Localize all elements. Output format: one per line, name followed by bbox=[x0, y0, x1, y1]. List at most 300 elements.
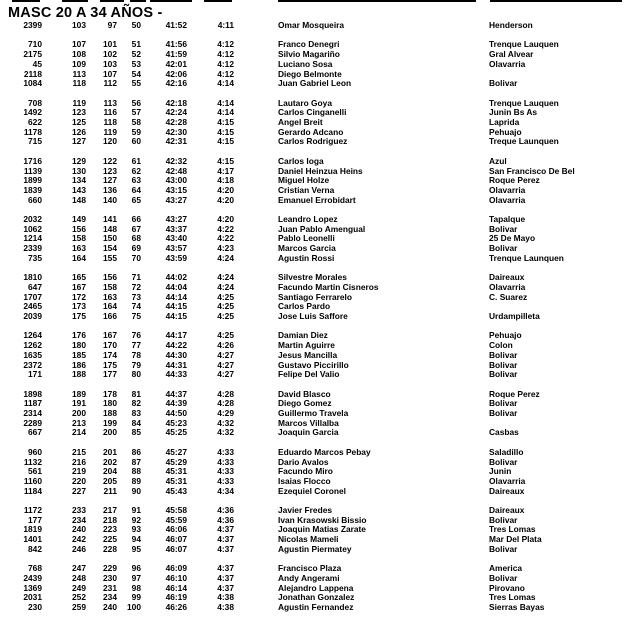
localidad-cell: America bbox=[489, 563, 523, 574]
tiempo-cell: 43:27 bbox=[165, 194, 187, 205]
ritmo-cell: 4:12 bbox=[217, 68, 234, 79]
ritmo-cell: 4:33 bbox=[217, 456, 234, 467]
localidad-cell: Bolivar bbox=[489, 456, 518, 467]
name-cell: Nicolas Mameli bbox=[278, 534, 339, 545]
sexo-cell: 118 bbox=[103, 117, 117, 127]
dorsal-cell: 2372 bbox=[23, 359, 42, 370]
tiempo-cell: 46:10 bbox=[165, 572, 187, 583]
categoria-cell: 55 bbox=[131, 78, 141, 89]
name-cell: Ivan Krasowski Bissio bbox=[278, 514, 367, 525]
general-cell: 108 bbox=[72, 49, 86, 60]
localidad-cell: C. Suarez bbox=[489, 291, 528, 302]
categoria-cell: 100 bbox=[127, 602, 141, 612]
name-cell: Daniel Heinzua Heins bbox=[278, 165, 363, 176]
tiempo-cell: 45:31 bbox=[165, 466, 187, 477]
categoria-cell: 64 bbox=[131, 184, 141, 195]
tiempo-cell: 44:14 bbox=[165, 291, 187, 302]
dorsal-cell: 1184 bbox=[23, 485, 42, 496]
categoria-cell: 52 bbox=[131, 49, 141, 60]
sexo-cell: 136 bbox=[103, 184, 117, 195]
sexo-cell: 123 bbox=[103, 165, 117, 176]
sexo-cell: 211 bbox=[103, 485, 117, 496]
dorsal-cell: 1839 bbox=[23, 184, 42, 195]
ritmo-cell: 4:38 bbox=[217, 602, 234, 612]
name-cell: Juan Gabriel Leon bbox=[278, 78, 352, 89]
tiempo-cell: 42:18 bbox=[165, 97, 187, 108]
localidad-cell: Roque Perez bbox=[489, 388, 540, 399]
categoria-cell: 50 bbox=[131, 20, 141, 30]
localidad-cell: Urdampilleta bbox=[489, 311, 540, 321]
name-cell: Joaquin Matias Zarate bbox=[278, 524, 366, 535]
categoria-cell: 83 bbox=[131, 408, 141, 418]
dorsal-cell: 768 bbox=[28, 563, 42, 574]
general-cell: 233 bbox=[72, 505, 86, 515]
dorsal-cell: 2289 bbox=[23, 417, 42, 428]
dorsal-cell: 1401 bbox=[23, 534, 42, 545]
localidad-cell: Bolivar bbox=[489, 359, 518, 370]
localidad-cell: Daireaux bbox=[489, 505, 525, 515]
dorsal-cell: 710 bbox=[28, 39, 42, 50]
general-cell: 107 bbox=[72, 39, 86, 50]
ritmo-cell: 4:37 bbox=[217, 563, 234, 574]
name-cell: Agustin Piermatey bbox=[278, 543, 352, 554]
localidad-cell: Pehuajo bbox=[489, 330, 522, 341]
name-cell: Jesus Mancilla bbox=[278, 349, 338, 360]
ritmo-cell: 4:37 bbox=[217, 572, 234, 583]
name-cell: Diego Gomez bbox=[278, 398, 332, 409]
localidad-cell: Pehuajo bbox=[489, 126, 522, 137]
localidad-cell: Sierras Bayas bbox=[489, 602, 545, 612]
ritmo-cell: 4:37 bbox=[217, 543, 234, 554]
categoria-cell: 62 bbox=[131, 165, 141, 176]
general-cell: 200 bbox=[72, 408, 86, 418]
tiempo-cell: 46:06 bbox=[165, 524, 187, 535]
categoria-cell: 90 bbox=[131, 485, 141, 496]
general-cell: 180 bbox=[72, 340, 86, 351]
localidad-cell: Junin Bs As bbox=[489, 107, 538, 118]
name-cell: Diego Belmonte bbox=[278, 68, 342, 79]
sexo-cell: 217 bbox=[103, 505, 117, 515]
dorsal-cell: 1898 bbox=[23, 388, 42, 399]
sexo-cell: 148 bbox=[103, 223, 117, 234]
dorsal-cell: 622 bbox=[28, 117, 42, 127]
localidad-cell: Bolivar bbox=[489, 408, 518, 418]
localidad-cell: Mar Del Plata bbox=[489, 534, 542, 545]
sexo-cell: 199 bbox=[103, 417, 117, 428]
name-cell: Jose Luis Saffore bbox=[278, 311, 348, 321]
tiempo-cell: 43:27 bbox=[165, 214, 187, 224]
dorsal-cell: 1810 bbox=[23, 272, 42, 283]
dorsal-cell: 1132 bbox=[23, 456, 42, 467]
ritmo-cell: 4:25 bbox=[217, 311, 234, 321]
ritmo-cell: 4:12 bbox=[217, 39, 234, 50]
sexo-cell: 200 bbox=[103, 427, 117, 438]
sexo-cell: 155 bbox=[103, 252, 117, 263]
sexo-cell: 113 bbox=[103, 97, 117, 108]
categoria-cell: 53 bbox=[131, 58, 141, 69]
sexo-cell: 150 bbox=[103, 233, 117, 244]
general-cell: 173 bbox=[72, 301, 86, 312]
ritmo-cell: 4:32 bbox=[217, 427, 234, 438]
dorsal-cell: 1178 bbox=[23, 126, 42, 137]
categoria-cell: 66 bbox=[131, 214, 141, 224]
name-cell: Dario Avalos bbox=[278, 456, 329, 467]
sexo-cell: 234 bbox=[103, 592, 117, 603]
general-cell: 227 bbox=[72, 485, 86, 496]
tiempo-cell: 45:27 bbox=[165, 446, 187, 457]
categoria-cell: 63 bbox=[131, 175, 141, 186]
name-cell: Franco Denegri bbox=[278, 39, 340, 50]
sexo-cell: 240 bbox=[103, 602, 117, 612]
general-cell: 242 bbox=[72, 534, 86, 545]
ritmo-cell: 4:36 bbox=[217, 514, 234, 525]
categoria-cell: 57 bbox=[131, 107, 141, 118]
categoria-cell: 71 bbox=[131, 272, 141, 283]
localidad-cell: Bolivar bbox=[489, 369, 518, 380]
ritmo-cell: 4:33 bbox=[217, 446, 234, 457]
dorsal-cell: 667 bbox=[28, 427, 42, 438]
sexo-cell: 228 bbox=[103, 543, 117, 554]
categoria-cell: 79 bbox=[131, 359, 141, 370]
tiempo-cell: 44:50 bbox=[165, 408, 187, 418]
categoria-cell: 99 bbox=[131, 592, 141, 603]
general-cell: 185 bbox=[72, 349, 86, 360]
dorsal-cell: 1264 bbox=[23, 330, 42, 341]
sexo-cell: 107 bbox=[103, 68, 117, 79]
tiempo-cell: 43:59 bbox=[165, 252, 187, 263]
localidad-cell: Laprida bbox=[489, 117, 520, 127]
name-cell: Marcos Villalba bbox=[278, 417, 339, 428]
name-cell: Angel Breit bbox=[278, 117, 323, 127]
sexo-cell: 204 bbox=[103, 466, 117, 477]
localidad-cell: Tres Lomas bbox=[489, 592, 536, 603]
ritmo-cell: 4:29 bbox=[217, 408, 234, 418]
localidad-cell: Trenque Launquen bbox=[489, 252, 564, 263]
general-cell: 172 bbox=[72, 291, 86, 302]
sexo-cell: 101 bbox=[103, 39, 117, 50]
categoria-cell: 65 bbox=[131, 194, 141, 205]
categoria-cell: 96 bbox=[131, 563, 141, 574]
ritmo-cell: 4:20 bbox=[217, 184, 234, 195]
general-cell: 125 bbox=[72, 117, 86, 127]
general-cell: 240 bbox=[72, 524, 86, 535]
general-cell: 163 bbox=[72, 243, 86, 254]
general-cell: 165 bbox=[72, 272, 86, 283]
ritmo-cell: 4:11 bbox=[217, 20, 234, 30]
tiempo-cell: 44:15 bbox=[165, 311, 187, 321]
ritmo-cell: 4:18 bbox=[217, 175, 234, 186]
categoria-cell: 95 bbox=[131, 543, 141, 554]
dorsal-cell: 1819 bbox=[23, 524, 42, 535]
sexo-cell: 112 bbox=[103, 78, 117, 89]
sexo-cell: 167 bbox=[103, 330, 117, 341]
categoria-cell: 94 bbox=[131, 534, 141, 545]
sexo-cell: 158 bbox=[103, 281, 117, 292]
tiempo-cell: 42:30 bbox=[165, 126, 187, 137]
tiempo-cell: 44:02 bbox=[165, 272, 187, 283]
name-cell: Carlos Rodriguez bbox=[278, 136, 348, 147]
general-cell: 156 bbox=[72, 223, 86, 234]
name-cell: Agustin Rossi bbox=[278, 252, 335, 263]
ritmo-cell: 4:14 bbox=[217, 97, 234, 108]
localidad-cell: Daireaux bbox=[489, 272, 525, 283]
ritmo-cell: 4:37 bbox=[217, 582, 234, 593]
dorsal-cell: 708 bbox=[28, 97, 42, 108]
ritmo-cell: 4:15 bbox=[217, 126, 234, 137]
general-cell: 158 bbox=[72, 233, 86, 244]
ritmo-cell: 4:24 bbox=[217, 252, 234, 263]
ritmo-cell: 4:26 bbox=[217, 340, 234, 351]
general-cell: 118 bbox=[72, 78, 86, 89]
dorsal-cell: 171 bbox=[28, 369, 42, 380]
sexo-cell: 201 bbox=[103, 446, 117, 457]
categoria-cell: 69 bbox=[131, 243, 141, 254]
categoria-cell: 68 bbox=[131, 233, 141, 244]
localidad-cell: Bolivar bbox=[489, 349, 518, 360]
ritmo-cell: 4:14 bbox=[217, 107, 234, 118]
dorsal-cell: 1139 bbox=[23, 165, 42, 176]
name-cell: Marcos Garcia bbox=[278, 243, 336, 254]
name-cell: Emanuel Errobidart bbox=[278, 194, 356, 205]
ritmo-cell: 4:14 bbox=[217, 78, 234, 89]
ritmo-cell: 4:33 bbox=[217, 475, 234, 486]
sexo-cell: 166 bbox=[103, 311, 117, 321]
general-cell: 252 bbox=[72, 592, 86, 603]
general-cell: 109 bbox=[72, 58, 86, 69]
dorsal-cell: 2032 bbox=[23, 214, 42, 224]
tiempo-cell: 41:52 bbox=[165, 20, 187, 30]
localidad-cell: Bolivar bbox=[489, 514, 518, 525]
name-cell: Agustin Fernandez bbox=[278, 602, 354, 612]
localidad-cell: Gral Alvear bbox=[489, 49, 534, 60]
ritmo-cell: 4:24 bbox=[217, 281, 234, 292]
sexo-cell: 205 bbox=[103, 475, 117, 486]
sexo-cell: 225 bbox=[103, 534, 117, 545]
localidad-cell: Olavarria bbox=[489, 281, 526, 292]
categoria-cell: 58 bbox=[131, 117, 141, 127]
name-cell: Damian Diez bbox=[278, 330, 328, 341]
tiempo-cell: 44:17 bbox=[165, 330, 187, 341]
localidad-cell: Saladillo bbox=[489, 446, 524, 457]
dorsal-cell: 1716 bbox=[23, 155, 42, 166]
name-cell: Gerardo Adcano bbox=[278, 126, 344, 137]
categoria-cell: 82 bbox=[131, 398, 141, 409]
name-cell: Felipe Del Valio bbox=[278, 369, 340, 380]
tiempo-cell: 44:04 bbox=[165, 281, 187, 292]
general-cell: 220 bbox=[72, 475, 86, 486]
general-cell: 164 bbox=[72, 252, 86, 263]
name-cell: Santiago Ferrarelo bbox=[278, 291, 353, 302]
localidad-cell: Olavarria bbox=[489, 184, 526, 195]
general-cell: 234 bbox=[72, 514, 86, 525]
tiempo-cell: 42:16 bbox=[165, 78, 187, 89]
localidad-cell: Trenque Lauquen bbox=[489, 97, 559, 108]
categoria-cell: 80 bbox=[131, 369, 141, 380]
name-cell: David Blasco bbox=[278, 388, 331, 399]
name-cell: Andy Angerami bbox=[278, 572, 340, 583]
tiempo-cell: 44:15 bbox=[165, 301, 187, 312]
ritmo-cell: 4:20 bbox=[217, 214, 234, 224]
name-cell: Ezequiel Coronel bbox=[278, 485, 346, 496]
ritmo-cell: 4:25 bbox=[217, 291, 234, 302]
general-cell: 149 bbox=[72, 214, 86, 224]
name-cell: Alejandro Lappena bbox=[278, 582, 354, 593]
tiempo-cell: 45:43 bbox=[165, 485, 187, 496]
ritmo-cell: 4:15 bbox=[217, 155, 234, 166]
localidad-cell: Treque Launquen bbox=[489, 136, 559, 147]
tiempo-cell: 44:33 bbox=[165, 369, 187, 380]
name-cell: Gustavo Piccirillo bbox=[278, 359, 349, 370]
general-cell: 130 bbox=[72, 165, 86, 176]
localidad-cell: San Francisco De Bel bbox=[489, 165, 575, 176]
localidad-cell: Bolivar bbox=[489, 398, 518, 409]
sexo-cell: 180 bbox=[103, 398, 117, 409]
sexo-cell: 154 bbox=[103, 243, 117, 254]
categoria-cell: 73 bbox=[131, 291, 141, 302]
ritmo-cell: 4:15 bbox=[217, 136, 234, 147]
sexo-cell: 230 bbox=[103, 572, 117, 583]
localidad-cell: Casbas bbox=[489, 427, 519, 438]
sexo-cell: 163 bbox=[103, 291, 117, 302]
categoria-cell: 92 bbox=[131, 514, 141, 525]
sexo-cell: 141 bbox=[103, 214, 117, 224]
general-cell: 127 bbox=[72, 136, 86, 147]
dorsal-cell: 1062 bbox=[23, 223, 42, 234]
general-cell: 134 bbox=[72, 175, 86, 186]
dorsal-cell: 1899 bbox=[23, 175, 42, 186]
categoria-cell: 84 bbox=[131, 417, 141, 428]
sexo-cell: 97 bbox=[107, 20, 117, 30]
name-cell: Carlos Ioga bbox=[278, 155, 324, 166]
localidad-cell: Bolivar bbox=[489, 223, 518, 234]
general-cell: 189 bbox=[72, 388, 86, 399]
ritmo-cell: 4:37 bbox=[217, 534, 234, 545]
tiempo-cell: 44:37 bbox=[165, 388, 187, 399]
general-cell: 148 bbox=[72, 194, 86, 205]
general-cell: 113 bbox=[72, 68, 86, 79]
general-cell: 129 bbox=[72, 155, 86, 166]
name-cell: Guillermo Travela bbox=[278, 408, 349, 418]
sexo-cell: 174 bbox=[103, 349, 117, 360]
tiempo-cell: 41:59 bbox=[165, 49, 187, 60]
sexo-cell: 102 bbox=[103, 49, 117, 60]
dorsal-cell: 2031 bbox=[23, 592, 42, 603]
general-cell: 143 bbox=[72, 184, 86, 195]
ritmo-cell: 4:27 bbox=[217, 349, 234, 360]
localidad-cell: Azul bbox=[489, 155, 507, 166]
dorsal-cell: 647 bbox=[28, 281, 42, 292]
tiempo-cell: 46:14 bbox=[165, 582, 187, 593]
categoria-cell: 72 bbox=[131, 281, 141, 292]
categoria-cell: 97 bbox=[131, 572, 141, 583]
dorsal-cell: 1635 bbox=[23, 349, 42, 360]
general-cell: 246 bbox=[72, 543, 86, 554]
ritmo-cell: 4:38 bbox=[217, 592, 234, 603]
tiempo-cell: 43:57 bbox=[165, 243, 187, 254]
tiempo-cell: 45:23 bbox=[165, 417, 187, 428]
categoria-cell: 98 bbox=[131, 582, 141, 593]
general-cell: 259 bbox=[72, 602, 86, 612]
dorsal-cell: 1160 bbox=[23, 475, 42, 486]
tiempo-cell: 42:24 bbox=[165, 107, 187, 118]
tiempo-cell: 46:09 bbox=[165, 563, 187, 574]
sexo-cell: 127 bbox=[103, 175, 117, 186]
localidad-cell: Roque Perez bbox=[489, 175, 540, 186]
tiempo-cell: 46:26 bbox=[165, 602, 187, 612]
categoria-cell: 89 bbox=[131, 475, 141, 486]
localidad-cell: Henderson bbox=[489, 20, 533, 30]
dorsal-cell: 1084 bbox=[23, 78, 42, 89]
name-cell: Cristian Verna bbox=[278, 184, 335, 195]
tiempo-cell: 42:48 bbox=[165, 165, 187, 176]
sexo-cell: 120 bbox=[103, 136, 117, 147]
dorsal-cell: 1707 bbox=[23, 291, 42, 302]
sexo-cell: 229 bbox=[103, 563, 117, 574]
sexo-cell: 156 bbox=[103, 272, 117, 283]
ritmo-cell: 4:15 bbox=[217, 117, 234, 127]
localidad-cell: Bolivar bbox=[489, 543, 518, 554]
ritmo-cell: 4:20 bbox=[217, 194, 234, 205]
dorsal-cell: 2439 bbox=[23, 572, 42, 583]
localidad-cell: Olavarria bbox=[489, 475, 526, 486]
tiempo-cell: 42:01 bbox=[165, 58, 187, 69]
name-cell: Juan Pablo Amengual bbox=[278, 223, 366, 234]
localidad-cell: 25 De Mayo bbox=[489, 233, 536, 244]
ritmo-cell: 4:33 bbox=[217, 466, 234, 477]
general-cell: 191 bbox=[72, 398, 86, 409]
localidad-cell: Daireaux bbox=[489, 485, 525, 496]
general-cell: 216 bbox=[72, 456, 86, 467]
general-cell: 215 bbox=[72, 446, 86, 457]
sexo-cell: 103 bbox=[103, 58, 117, 69]
dorsal-cell: 2399 bbox=[23, 20, 42, 30]
sexo-cell: 177 bbox=[103, 369, 117, 380]
sexo-cell: 188 bbox=[103, 408, 117, 418]
general-cell: 213 bbox=[72, 417, 86, 428]
dorsal-cell: 1214 bbox=[23, 233, 42, 244]
general-cell: 126 bbox=[72, 126, 86, 137]
localidad-cell: Bolivar bbox=[489, 572, 518, 583]
categoria-cell: 59 bbox=[131, 126, 141, 137]
categoria-cell: 60 bbox=[131, 136, 141, 147]
categoria-cell: 86 bbox=[131, 446, 141, 457]
ritmo-cell: 4:25 bbox=[217, 330, 234, 341]
dorsal-cell: 1492 bbox=[23, 107, 42, 118]
name-cell: Carlos Cinganelli bbox=[278, 107, 347, 118]
general-cell: 249 bbox=[72, 582, 86, 593]
dorsal-cell: 2465 bbox=[23, 301, 42, 312]
sexo-cell: 122 bbox=[103, 155, 117, 166]
categoria-cell: 77 bbox=[131, 340, 141, 351]
dorsal-cell: 1172 bbox=[23, 505, 42, 515]
categoria-cell: 67 bbox=[131, 223, 141, 234]
tiempo-cell: 44:39 bbox=[165, 398, 187, 409]
ritmo-cell: 4:12 bbox=[217, 49, 234, 60]
sexo-cell: 202 bbox=[103, 456, 117, 467]
name-cell: Francisco Plaza bbox=[278, 563, 342, 574]
categoria-cell: 51 bbox=[131, 39, 141, 50]
tiempo-cell: 44:31 bbox=[165, 359, 187, 370]
tiempo-cell: 46:07 bbox=[165, 534, 187, 545]
ritmo-cell: 4:12 bbox=[217, 58, 234, 69]
ritmo-cell: 4:22 bbox=[217, 233, 234, 244]
name-cell: Isaias Flocco bbox=[278, 475, 331, 486]
tiempo-cell: 42:06 bbox=[165, 68, 187, 79]
name-cell: Miguel Holze bbox=[278, 175, 330, 186]
dorsal-cell: 2314 bbox=[23, 408, 42, 418]
general-cell: 248 bbox=[72, 572, 86, 583]
dorsal-cell: 1369 bbox=[23, 582, 42, 593]
